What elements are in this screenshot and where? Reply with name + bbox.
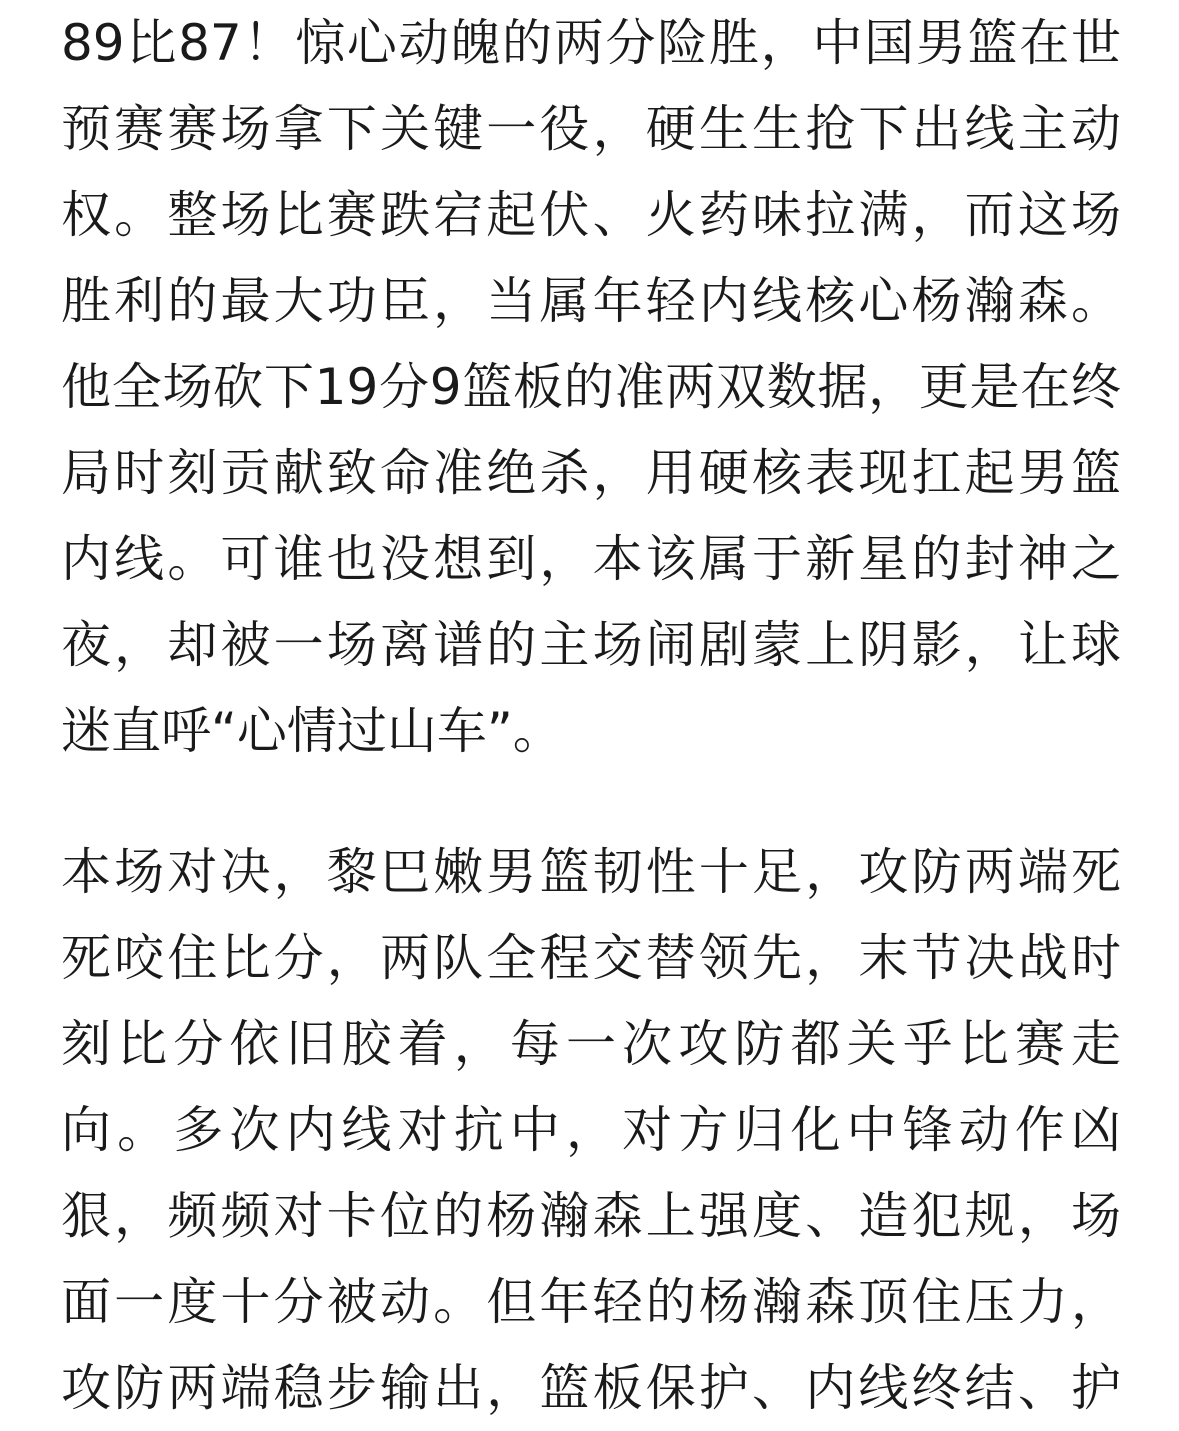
text-line: 夜，却被一场离谱的主场闹剧蒙上阴影，让球	[61, 616, 1121, 674]
text-line: 狠，频频对卡位的杨瀚森上强度、造犯规，场	[61, 1187, 1121, 1245]
text-line: 他全场砍下19分9篮板的准两双数据，更是在终	[61, 358, 1121, 416]
text-line: 内线。可谁也没想到，本该属于新星的封神之	[61, 530, 1121, 588]
text-line: 权。整场比赛跌宕起伏、火药味拉满，而这场	[61, 186, 1121, 244]
paragraph-2	[61, 829, 1121, 1431]
text-line: 本场对决，黎巴嫩男篮韧性十足，攻防两端死	[61, 843, 1121, 901]
text-line: 向。多次内线对抗中，对方归化中锋动作凶	[61, 1101, 1121, 1159]
text-line: 迷直呼“心情过山车”。	[61, 702, 563, 760]
text-line: 预赛赛场拿下关键一役，硬生生抢下出线主动	[61, 100, 1121, 158]
text-line: 面一度十分被动。但年轻的杨瀚森顶住压力，	[61, 1273, 1121, 1331]
text-line: 局时刻贡献致命准绝杀，用硬核表现扛起男篮	[61, 444, 1121, 502]
article-body	[61, 0, 1121, 1431]
text-line: 胜利的最大功臣，当属年轻内线核心杨瀚森。	[61, 272, 1121, 330]
text-line: 刻比分依旧胶着，每一次攻防都关乎比赛走	[61, 1015, 1121, 1073]
text-line: 89比87！惊心动魄的两分险胜，中国男篮在世	[61, 14, 1121, 72]
text-line: 死咬住比分，两队全程交替领先，末节决战时	[61, 929, 1121, 987]
paragraph-1	[61, 0, 1121, 774]
text-line: 攻防两端稳步输出，篮板保护、内线终结、护	[61, 1359, 1121, 1417]
